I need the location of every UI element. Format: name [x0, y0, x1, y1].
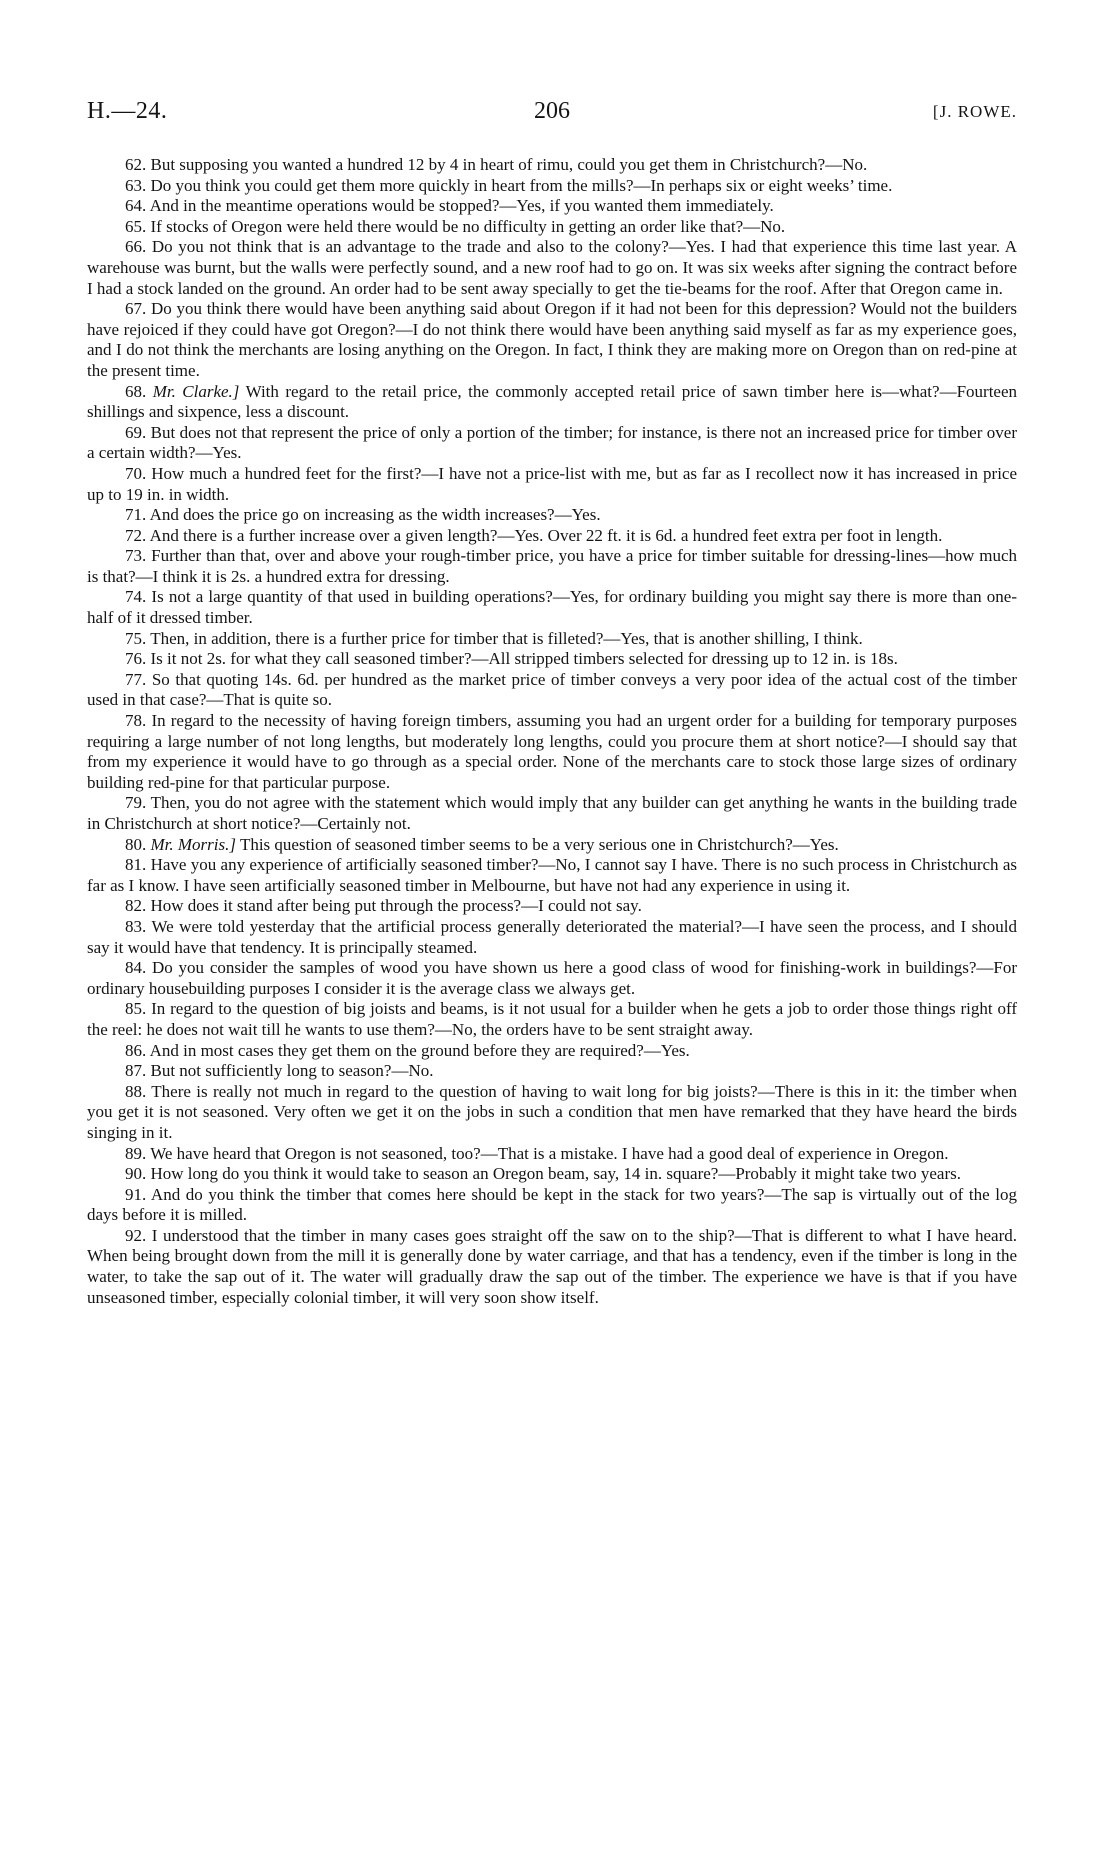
series-reference: H.—24. — [87, 98, 168, 124]
question-paragraph — [87, 1164, 1017, 1185]
question-number: 81. — [125, 855, 147, 875]
question-paragraph — [87, 958, 1017, 999]
question-paragraph — [87, 835, 1017, 856]
question-text: There is really not much in regard to the question of having to wait long for big joists?—There is this in it: the timber when you get it is not seasoned. Very often we get it on the jobs in such a condition that men have remarked that they have heard the birds singing in it. — [87, 1081, 1017, 1142]
question-paragraph — [87, 237, 1017, 299]
question-number: 83. — [125, 916, 147, 936]
question-text: This question of seasoned timber seems to be a very serious one in Christchurch?—Yes. — [239, 834, 839, 854]
question-paragraph — [87, 793, 1017, 834]
question-paragraph — [87, 526, 1017, 547]
question-number: 92. — [125, 1225, 147, 1245]
question-number: 65. — [125, 216, 147, 236]
question-text: But not sufficiently long to season?—No. — [150, 1061, 434, 1081]
question-number: 69. — [125, 422, 147, 442]
question-text: We were told yesterday that the artificial process generally deteriorated the material?—I have seen the process, and I should say it would have that tendency. It is principally steamed. — [87, 916, 1017, 957]
question-text: Do you consider the samples of wood you have shown us here a good class of wood for finishing-work in buildings?—For ordinary housebuilding purposes I consider it is the average class we always get. — [87, 958, 1017, 998]
question-text: In regard to the question of big joists and beams, is it not usual for a builder when he gets a job to order those things right off the reel: he does not wait till he wants to use them?—No, the orders have to be sent straight away. — [87, 999, 1017, 1039]
question-number: 90. — [125, 1164, 147, 1184]
page-header — [87, 98, 1017, 132]
question-number: 67. — [125, 299, 147, 319]
question-text: Have you any experience of artificially seasoned timber?—No, I cannot say I have. There is no such process in Christchurch as far as I know. I have seen artificially seasoned timber in Melbourne, but have not had any experience in using it. — [87, 855, 1018, 895]
question-paragraph — [87, 917, 1017, 958]
question-text: How much a hundred feet for the first?—I have not a price-list with me, but as far as I recollect now it has increased in price up to 19 in. in width. — [87, 463, 1018, 504]
question-paragraph — [87, 1041, 1017, 1062]
question-paragraph — [87, 196, 1017, 217]
page-number: 206 — [534, 98, 570, 124]
question-number: 82. — [125, 896, 147, 916]
speaker-label: Mr. Clarke.] — [152, 381, 240, 401]
question-paragraph — [87, 299, 1017, 381]
question-number: 75. — [125, 628, 147, 648]
question-paragraph — [87, 670, 1017, 711]
question-text: Do you think you could get them more quickly in heart from the mills?—In perhaps six or eight weeks’ time. — [150, 175, 893, 195]
question-paragraph — [87, 587, 1017, 628]
question-text: So that quoting 14s. 6d. per hundred as the market price of timber conveys a very poor idea of the actual cost of the timber used in that case?—That is quite so. — [87, 669, 1017, 710]
question-paragraph — [87, 155, 1017, 176]
question-text: And in the meantime operations would be stopped?—Yes, if you wanted them immediately. — [149, 196, 774, 216]
question-number: 77. — [125, 669, 147, 689]
question-text: How long do you think it would take to season an Oregon beam, say, 14 in. square?—Probably it might take two years. — [150, 1164, 961, 1184]
question-text: Is not a large quantity of that used in building operations?—Yes, for ordinary building you might say there is more than one-half of it dressed timber. — [87, 587, 1018, 628]
question-text: If stocks of Oregon were held there would be no difficulty in getting an order like that?—No. — [150, 216, 786, 236]
question-text: With regard to the retail price, the commonly accepted retail price of sawn timber here is—what?—Fourteen shillings and sixpence, less a discount. — [87, 381, 1018, 422]
speaker-label: Mr. Morris.] — [150, 834, 236, 854]
question-text: And in most cases they get them on the ground before they are required?—Yes. — [149, 1040, 690, 1060]
question-number: 68. — [125, 381, 147, 401]
question-paragraph — [87, 711, 1017, 793]
question-text: Then, in addition, there is a further price for timber that is filleted?—Yes, that is another shilling, I think. — [150, 628, 863, 648]
question-text: Further than that, over and above your rough-timber price, you have a price for timber suitable for dressing-lines—how much is that?—I think it is 2s. a hundred extra for dressing. — [87, 546, 1018, 586]
question-text: In regard to the necessity of having foreign timbers, assuming you had an urgent order for a building for temporary purposes requiring a large number of not long lengths, but moderately long lengths, could you procure them at short notice?—I should say that from my experience it would have to go through as a special order. None of the merchants care to stock those large sizes of ordinary building red-pine for that particular purpose. — [87, 711, 1018, 792]
question-paragraph — [87, 999, 1017, 1040]
question-number: 76. — [125, 649, 147, 669]
question-text: How does it stand after being put through the process?—I could not say. — [150, 896, 642, 916]
question-text: But supposing you wanted a hundred 12 by 4 in heart of rimu, could you get them in Christchurch?—No. — [150, 155, 868, 174]
question-text: Then, you do not agree with the statement which would imply that any builder can get anything he wants in the building trade in Christchurch at short notice?—Certainly not. — [87, 793, 1017, 833]
question-number: 79. — [125, 793, 147, 813]
question-paragraph — [87, 176, 1017, 197]
question-number: 78. — [125, 711, 147, 731]
question-text: Do you not think that is an advantage to the trade and also to the colony?—Yes. I had that experience this time last year. A warehouse was burnt, but the walls were perfectly sound, and a new roof had to go on. It was six weeks after signing the contract before I had a stock landed on the ground. An order had to be sent away specially to get the tie-beams for the roof. After that Oregon came in. — [87, 237, 1018, 298]
question-text: I understood that the timber in many cases goes straight off the saw on to the ship?—That is different to what I have heard. When being brought down from the mill it is generally done by water carriage, and that has a tendency, even if the timber is long in the water, to take the sap out of it. The water will gradually draw the sap out of the timber. The experience we have is that if you have unseasoned timber, especially colonial timber, it will very soon show itself. — [87, 1225, 1018, 1307]
question-number: 84. — [125, 958, 147, 978]
question-number: 85. — [125, 999, 147, 1019]
witness-name: [J. ROWE. — [932, 102, 1017, 121]
question-paragraph — [87, 382, 1017, 423]
question-number: 74. — [125, 587, 147, 607]
question-number: 86. — [125, 1040, 147, 1060]
question-text: And does the price go on increasing as the width increases?—Yes. — [149, 505, 601, 525]
question-paragraph — [87, 505, 1017, 526]
question-paragraph — [87, 464, 1017, 505]
question-number: 64. — [125, 196, 147, 216]
question-number: 88. — [125, 1081, 147, 1101]
question-paragraph — [87, 423, 1017, 464]
question-paragraph — [87, 1061, 1017, 1082]
question-paragraph — [87, 217, 1017, 238]
question-text: Do you think there would have been anything said about Oregon if it had not been for this depression? Would not the builders have rejoiced if they could have got Oregon?—I do not think there would have been anything said myself as far as my experience goes, and I do not think the merchants are losing anything on the Oregon. In fact, I think they are making more on Oregon than on red-pine at the present time. — [87, 299, 1018, 380]
question-text: But does not that represent the price of only a portion of the timber; for instance, is there not an increased price for timber over a certain width?—Yes. — [87, 422, 1018, 463]
evidence-body — [87, 155, 1017, 1308]
question-paragraph — [87, 649, 1017, 670]
question-number: 89. — [125, 1143, 147, 1163]
question-number: 66. — [125, 237, 147, 257]
question-number: 80. — [125, 834, 147, 854]
question-number: 63. — [125, 175, 147, 195]
question-text: We have heard that Oregon is not seasoned, too?—That is a mistake. I have had a good deal of experience in Oregon. — [150, 1143, 949, 1163]
question-number: 87. — [125, 1061, 147, 1081]
question-paragraph — [87, 896, 1017, 917]
question-paragraph — [87, 1144, 1017, 1165]
question-text: Is it not 2s. for what they call seasoned timber?—All stripped timbers selected for dressing up to 12 in. is 18s. — [150, 649, 898, 669]
question-paragraph — [87, 546, 1017, 587]
question-paragraph — [87, 1082, 1017, 1144]
question-paragraph — [87, 1226, 1017, 1308]
question-number: 70. — [125, 463, 147, 483]
question-paragraph — [87, 1185, 1017, 1226]
question-number: 62. — [125, 155, 147, 174]
question-number: 91. — [125, 1184, 147, 1204]
question-paragraph — [87, 629, 1017, 650]
question-text: And there is a further increase over a given length?—Yes. Over 22 ft. it is 6d. a hundred feet extra per foot in length. — [149, 525, 943, 545]
question-number: 71. — [125, 505, 147, 525]
question-paragraph — [87, 855, 1017, 896]
question-number: 73. — [125, 546, 147, 566]
question-number: 72. — [125, 525, 147, 545]
question-text: And do you think the timber that comes here should be kept in the stack for two years?—The sap is virtually out of the log days before it is milled. — [87, 1184, 1018, 1225]
